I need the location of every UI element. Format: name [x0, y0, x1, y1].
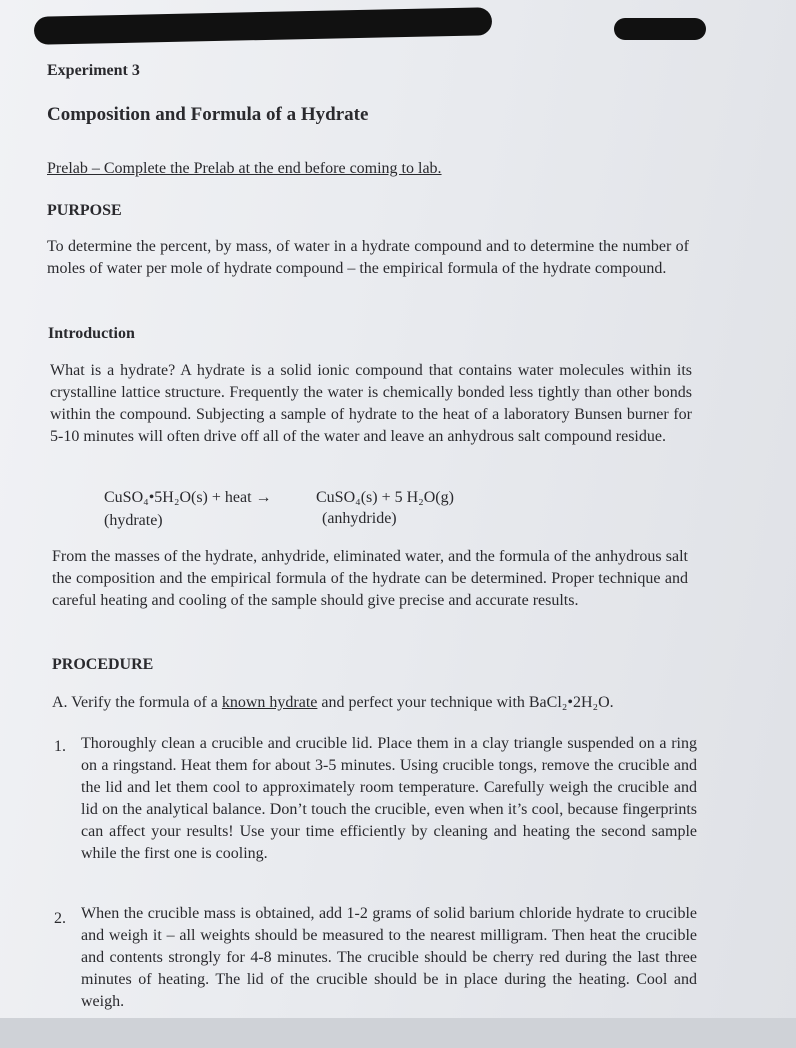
introduction-text-2: From the masses of the hydrate, anhydride, eliminated water, and the formula of the anhydrous salt the composition and the empirical formula of the hydrate can be determined. Proper technique and careful heating and cooling of the sample should give precise and accurate results.: [52, 548, 688, 609]
prelab-note: Prelab – Complete the Prelab at the end before coming to lab.: [47, 160, 442, 177]
procedure-step-2: When the crucible mass is obtained, add 1-2 grams of solid barium chloride hydrate to crucible and weigh it – all weights should be measured to the nearest milligram. Then heat the crucible and contents strongly for 4-8 minutes. The crucible should be cherry red during the last three minutes of heating. The lid of the crucible should be in place during the heating. Cool and weigh.: [81, 905, 697, 1010]
procedure-a-prefix: A. Verify the formula of a: [52, 694, 222, 711]
equation-reactants: CuSO₄•5H₂O(s) + heat →: [104, 489, 272, 506]
anhydride-label: (anhydride): [322, 510, 397, 527]
purpose-heading: PURPOSE: [47, 202, 122, 219]
procedure-step-1: Thoroughly clean a crucible and crucible lid. Place them in a clay triangle suspended on a ring on a ringstand. Heat them for about 3-5 minutes. Using crucible tongs, remove the crucible and the lid and let them cool to approximately room temperature. Carefully weigh the crucible and lid on the analytical balance. Don’t touch the crucible, even when it’s cool, because fingerprints can affect your results! Use your time efficiently by cleaning and heating the second sample while the first one is cooling.: [81, 735, 697, 862]
procedure-heading: PROCEDURE: [52, 656, 154, 673]
introduction-heading: Introduction: [48, 325, 135, 342]
step-number: 2.: [54, 910, 66, 927]
equation-products: CuSO₄(s) + 5 H₂O(g): [316, 489, 454, 506]
document-title: Composition and Formula of a Hydrate: [47, 104, 369, 125]
hydrate-label: (hydrate): [104, 512, 163, 529]
redaction-bar-small: [614, 18, 706, 40]
step-number: 1.: [54, 738, 66, 755]
introduction-text: What is a hydrate? A hydrate is a solid ionic compound that contains water molecules within its crystalline lattice structure. Frequently the water is chemically bonded less tightly than other bonds within the compound. Subjecting a sample of hydrate to the heat of a laboratory Bunsen burner for 5-10 minutes will often drive off all of the water and leave an anhydrous salt compound residue.: [50, 362, 692, 445]
page-bottom-edge: [0, 1018, 796, 1048]
experiment-label: Experiment 3: [47, 62, 140, 79]
known-hydrate-link: known hydrate: [221, 694, 318, 711]
purpose-text: To determine the percent, by mass, of water in a hydrate compound and to determine the number of moles of water per mole of hydrate compound – the empirical formula of the hydrate compound.: [47, 238, 689, 277]
redaction-bar: [34, 7, 492, 45]
procedure-a-suffix: and perfect your technique with BaCl₂•2H₂O.: [317, 694, 614, 711]
procedure-a: [52, 692, 614, 714]
